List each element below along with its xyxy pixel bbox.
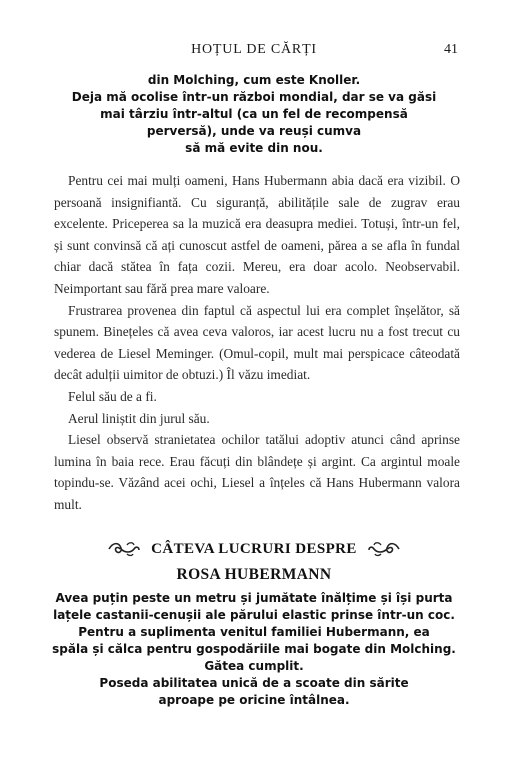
body-paragraph: Felul său de a fi. bbox=[68, 388, 157, 404]
body-paragraph: Pentru cei mai mulți oameni, Hans Hubermann abia dacă era vizibil. O persoană insignifiantă. Cu siguranță, abilitățile sale de zugrav erau excelente. Priceperea sa la muzică era deasupra mediei. Totuși, într-un fel, și sunt convinsă că ați cunoscut astfel de oameni, părea a se afla în fundal chiar dacă stătea în fața cozii. Mereu, era doar acolo. Neobservabil. Neimportant sau fără prea mare valoare. bbox=[54, 173, 460, 296]
intro-note-line: să mă evite din nou. bbox=[185, 141, 323, 155]
body-paragraph: Aerul liniștit din jurul său. bbox=[68, 410, 210, 426]
intro-note-line: din Molching, cum este Knoller. bbox=[147, 73, 361, 87]
intro-note-line: mai târziu într-altul (ca un fel de recompensă bbox=[100, 107, 408, 121]
body-text bbox=[54, 170, 460, 516]
section-note-line: Poseda abilitatea unică de a scoate din sărite bbox=[99, 676, 409, 690]
intro-note-line: perversă), unde va reuși cumva bbox=[146, 124, 362, 138]
section-note-line: aproape pe oricine întâlnea. bbox=[158, 693, 350, 707]
right-scroll-ornament-icon bbox=[367, 540, 401, 558]
page-number: 41 bbox=[444, 42, 458, 57]
running-title: HOȚUL DE CĂRȚI bbox=[191, 42, 317, 57]
body-paragraph: Frustrarea provenea din faptul că aspectul lui era complet înșelător, să spunem. Binețeles că avea ceva valoros, iar acest lucru nu a fost trecut cu vederea de Liesel Meminger. (Omul-copil, mult mai perspicace câteodată decât adulții uimitor de obtuzi.) Îl văzu imediat. bbox=[54, 302, 460, 383]
left-scroll-ornament-icon bbox=[107, 540, 141, 558]
section-note bbox=[40, 590, 468, 709]
section-heading-line2: ROSA HUBERMANN bbox=[176, 566, 332, 583]
body-paragraph: Liesel observă stranietatea ochilor tatălui adoptiv atunci când aprinse lumina în baia rece. Erau făcuți din blândețe și argint. Ca argintul moale topindu-se. Văzând acei ochi, Liesel a înțeles că Hans Hubermann valora mult. bbox=[54, 432, 460, 512]
section-heading-line1: CÂTEVA LUCRURI DESPRE bbox=[151, 540, 357, 557]
section-note-line: Gătea cumplit. bbox=[204, 659, 304, 673]
section-note-line: lațele castanii-cenușii ale părului elastic prinse într-un coc. bbox=[53, 608, 455, 622]
section-note-line: spăla și călca pentru gospodăriile mai bogate din Molching. bbox=[52, 642, 456, 656]
intro-note-line: Deja mă ocolise într-un război mondial, dar se va găsi bbox=[71, 90, 437, 104]
section-note-line: Pentru a suplimenta venitul familiei Hubermann, ea bbox=[78, 625, 430, 639]
intro-note bbox=[40, 72, 468, 157]
section-note-line: Avea puțin peste un metru și jumătate înălțime și își purta bbox=[55, 591, 453, 605]
section-heading bbox=[0, 540, 508, 562]
